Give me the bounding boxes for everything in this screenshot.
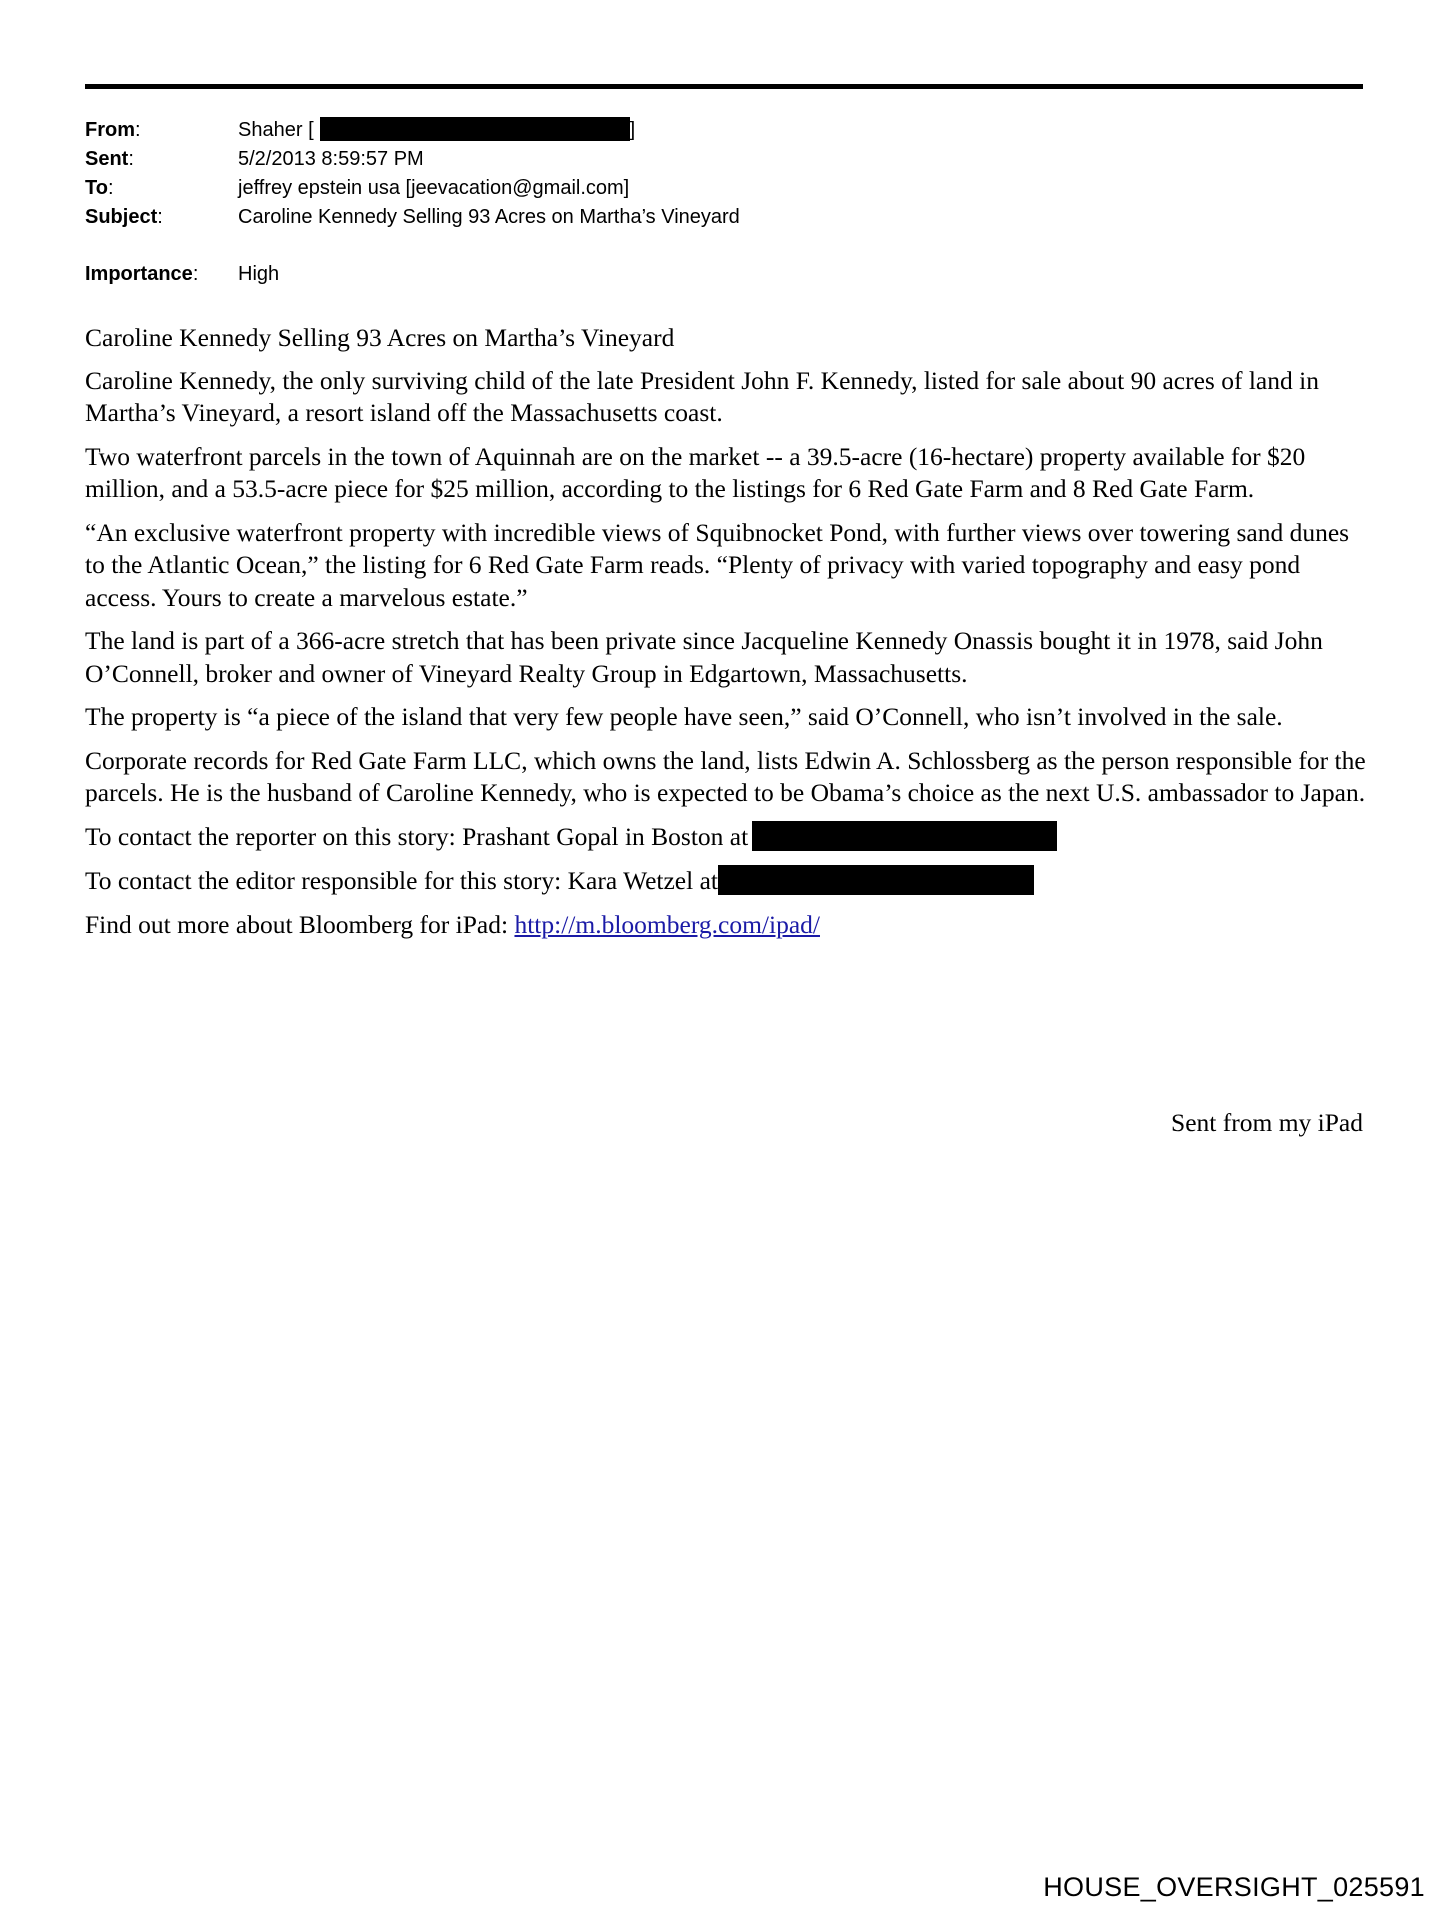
header-rule (85, 84, 1363, 89)
more-info-text: Find out more about Bloomberg for iPad: (85, 909, 509, 939)
paragraph: The property is “a piece of the island that very few people have seen,” said O’Connell, who isn’t involved in the sale. (85, 702, 1283, 731)
document-id: HOUSE_OVERSIGHT_025591 (1043, 1872, 1425, 1902)
reporter-contact (85, 821, 1367, 854)
subject-label: Subject: (85, 206, 163, 228)
bloomberg-ipad-link[interactable]: http://m.bloomberg.com/ipad/ (514, 909, 820, 939)
sent-row (85, 145, 740, 174)
paragraph: The land is part of a 366-acre stretch that has been private since Jacqueline Kennedy Onassis bought it in 1978, said John O’Connell, broker and owner of Vineyard Realty Group in Edgartown, Massachusetts. (85, 626, 1323, 688)
paragraph: Caroline Kennedy, the only surviving child of the late President John F. Kennedy, listed for sale about 90 acres of land in Martha’s Vineyard, a resort island off the Massachusetts coast. (85, 365, 1319, 427)
to-value: jeffrey epstein usa [jeevacation@gmail.com] (238, 177, 630, 199)
to-row (85, 174, 740, 203)
more-info (85, 909, 1367, 942)
sent-label: Sent: (85, 148, 134, 170)
email-body (85, 322, 1367, 952)
redaction-block (718, 865, 1034, 895)
importance-value: High (238, 263, 280, 285)
email-header (85, 116, 740, 289)
editor-contact (85, 865, 1367, 898)
from-label: From: (85, 119, 141, 141)
to-label: To: (85, 177, 114, 199)
paragraph: Two waterfront parcels in the town of Aquinnah are on the market -- a 39.5-acre (16-hectare) property available for $20 million, and a 53.5-acre piece for $25 million, according to the listings for 6 Red Gate Farm and 8 Red Gate Farm. (85, 441, 1306, 503)
importance-row (85, 260, 740, 289)
subject-value: Caroline Kennedy Selling 93 Acres on Martha’s Vineyard (238, 206, 740, 228)
editor-contact-text: To contact the editor responsible for this story: Kara Wetzel at (85, 865, 718, 895)
subject-row (85, 203, 740, 232)
from-value: Shaher [ ] (238, 116, 635, 145)
paragraph: “An exclusive waterfront property with incredible views of Squibnocket Pond, with further views over towering sand dunes to the Atlantic Ocean,” the listing for 6 Red Gate Farm reads. “Plenty of privacy with varied topography and easy pond access. Yours to create a marvelous estate.” (85, 517, 1350, 612)
redaction-block (320, 117, 630, 141)
sent-value: 5/2/2013 8:59:57 PM (238, 148, 424, 170)
importance-label: Importance: (85, 263, 199, 285)
redaction-block (752, 821, 1057, 851)
reporter-contact-text: To contact the reporter on this story: Prashant Gopal in Boston at (85, 821, 749, 851)
paragraph: Corporate records for Red Gate Farm LLC, which owns the land, lists Edwin A. Schlossberg as the person responsible for the parcels. He is the husband of Caroline Kennedy, who is expected to be Obama’s choice as the next U.S. ambassador to Japan. (85, 745, 1366, 807)
signature: Sent from my iPad (1171, 1108, 1363, 1137)
article-title: Caroline Kennedy Selling 93 Acres on Martha’s Vineyard (85, 323, 675, 352)
from-row (85, 116, 740, 145)
